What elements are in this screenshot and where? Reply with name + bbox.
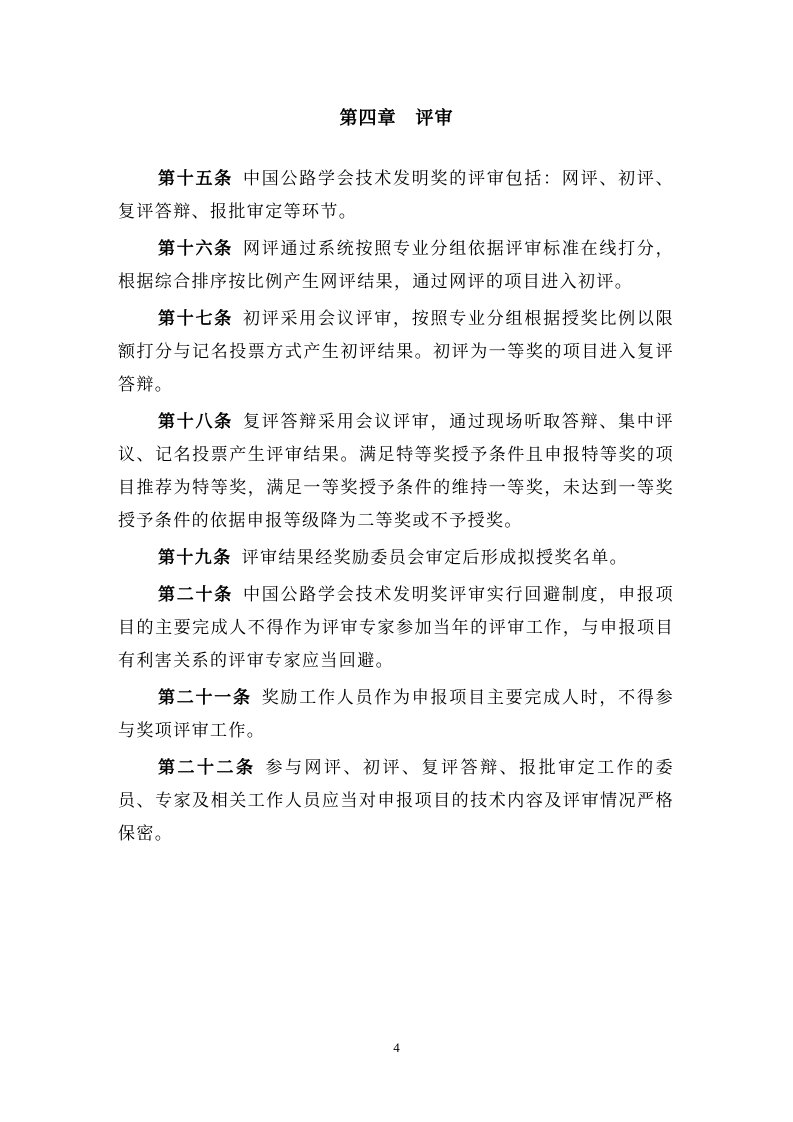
article-text: 网评通过系统按照专业分组依据评审标准在线打分，根据综合排序按比例产生网评结果，通过网评的项目进入初评。 <box>118 239 674 292</box>
article-number: 第十五条 <box>158 169 234 189</box>
article-number: 第二十一条 <box>158 688 252 708</box>
article-21 <box>118 682 674 748</box>
article-number: 第十六条 <box>158 239 234 259</box>
article-text: 初评采用会议评审，按照专业分组根据授奖比例以限额打分与记名投票方式产生初评结果。初评为一等奖的项目进入复评答辩。 <box>118 309 674 395</box>
article-18 <box>118 406 674 538</box>
article-19 <box>118 542 674 575</box>
article-text: 复评答辩采用会议评审，通过现场听取答辩、集中评议、记名投票产生评审结果。满足特等奖授予条件且申报特等奖的项目推荐为特等奖，满足一等奖授予条件的维持一等奖，未达到一等奖授予条件的依据申报等级降为二等奖或不予授奖。 <box>118 412 674 531</box>
article-15 <box>118 163 674 229</box>
article-number: 第十七条 <box>158 309 234 329</box>
articles-body <box>118 163 674 855</box>
chapter-title: 第四章 评审 <box>339 108 454 129</box>
article-number: 第二十条 <box>158 585 234 605</box>
article-22 <box>118 752 674 851</box>
article-text: 评审结果经奖励委员会审定后形成拟授奖名单。 <box>241 548 629 568</box>
article-text: 中国公路学会技术发明奖的评审包括：网评、初评、复评答辩、报批审定等环节。 <box>118 169 674 222</box>
article-number: 第十九条 <box>158 548 232 568</box>
article-number: 第二十二条 <box>158 758 256 778</box>
article-17 <box>118 303 674 402</box>
article-text: 奖励工作人员作为申报项目主要完成人时，不得参与奖项评审工作。 <box>118 688 675 741</box>
article-number: 第十八条 <box>158 412 234 432</box>
article-20 <box>118 579 674 678</box>
article-16 <box>118 233 674 299</box>
page-number: 4 <box>393 1040 400 1055</box>
article-text: 中国公路学会技术发明奖评审实行回避制度，申报项目的主要完成人不得作为评审专家参加当年的评审工作，与申报项目有利害关系的评审专家应当回避。 <box>118 585 674 671</box>
article-text: 参与网评、初评、复评答辩、报批审定工作的委员、专家及相关工作人员应当对申报项目的技术内容及评审情况严格保密。 <box>118 758 675 844</box>
